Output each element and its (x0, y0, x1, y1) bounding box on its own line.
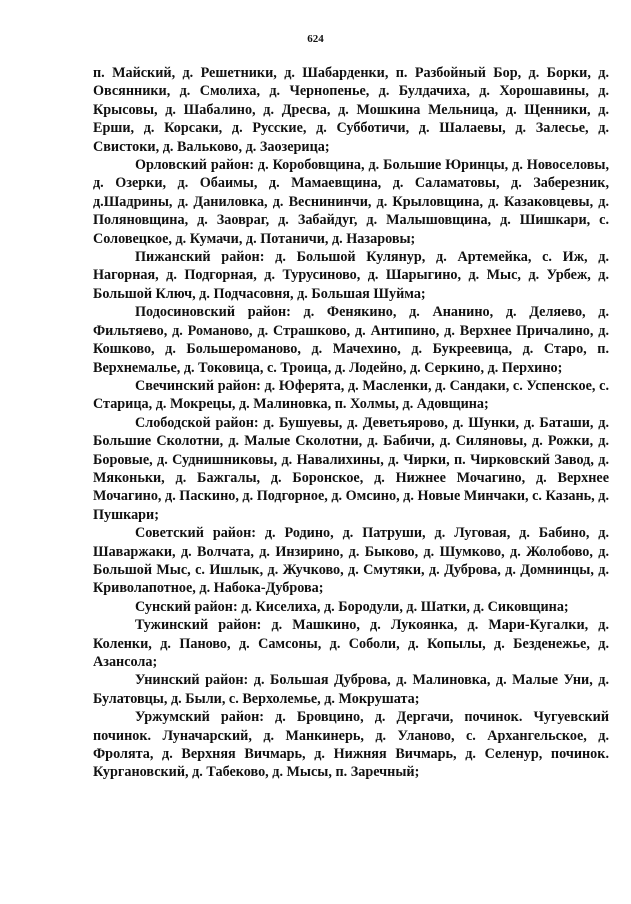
body-text (93, 64, 609, 782)
page-number: 624 (307, 33, 324, 45)
paragraph-podosinovsky-district: Подосиновский район: д. Фенякино, д. Ананино, д. Деляево, д. Фильтяево, д. Романово, д. Страшково, д. Антипино, д. Верхнее Причалино, д. Кошково, д. Большероманово, д. Мачехино, д. Букреевица, д. Старо, п. Верхнемалье, д. Токовица, с. Троица, д. Лодейно, д. Серкино, д. Перхино; (93, 304, 609, 376)
paragraph-urzhumsky-district: Уржумский район: д. Бровцино, д. Дергачи, починок. Чугуевский починок. Луначарский, д. Манкинерь, д. Уланово, с. Архангельское, д. Фролята, д. Верхняя Вичмарь, д. Нижняя Вичмарь, д. Селенур, починок. Кургановский, д. Табеково, д. Мысы, п. Заречный; (93, 709, 609, 781)
paragraph-svechinsky-district: Свечинский район: д. Юферята, д. Масленки, д. Сандаки, с. Успенское, с. Старица, д. Мокрецы, д. Малиновка, п. Холмы, д. Адовщина; (93, 377, 609, 413)
paragraph-tuzhinsky-district: Тужинский район: д. Машкино, д. Лукоянка, д. Мари-Кугалки, д. Коленки, д. Паново, д. Самсоны, д. Соболи, д. Копылы, д. Безденежье, д. Азансола; (93, 617, 609, 670)
paragraph-slobodskoy-district: Слободской район: д. Бушуевы, д. Деветьярово, д. Шунки, д. Баташи, д. Большие Сколотни, д. Малые Сколотни, д. Бабичи, д. Силяновы, д. Рожки, д. Боровые, д. Суднишниковы, д. Навалихины, д. Чирки, п. Чирковский Завод, д. Мяконьки, д. Бажгалы, д. Боронское, д. Нижнее Мочагино, д. Верхнее Мочагино, д. Паскино, д. Подгорное, д. Омсино, д. Новые Минчаки, с. Казань, д. Пушкари; (93, 414, 609, 523)
paragraph-uninsky-district: Унинский район: д. Большая Дуброва, д. Малиновка, д. Малые Уни, д. Булатовцы, д. Были, с. Верхолемье, д. Мокрушата; (93, 672, 609, 707)
paragraph-pizhansky-district: Пижанский район: д. Большой Кулянур, д. Артемейка, с. Иж, д. Нагорная, д. Подгорная, д. Турусиново, д. Шарыгино, д. Мыс, д. Урбеж, д. Большой Ключ, д. Подчасовня, д. Большая Шуйма; (93, 249, 609, 302)
paragraph-orlovsky-district: Орловский район: д. Коробовщина, д. Большие Юринцы, д. Новоселовы, д. Озерки, д. Обаимы, д. Мамаевщина, д. Саламатовы, д. Заберезник, д.Шадрины, д. Даниловка, д. Веснининчи, д. Крыловщина, д. Казаковцевы, д. Поляновщина, д. Заовраг, д. Забайдуг, д. Малышовщина, д. Шишкари, с. Соловецкое, д. Кумачи, д. Потаничи, д. Назаровы; (93, 157, 609, 247)
paragraph-sovetsky-district: Советский район: д. Родино, д. Патруши, д. Луговая, д. Бабино, д. Шаваржаки, д. Волчата, д. Инзирино, д. Быково, д. Шумково, д. Жолобово, д. Большой Мыс, с. Ишлык, д. Жучково, д. Смутяки, д. Дуброва, д. Домнинцы, д. Криволапотное, д. Набока-Дуброва; (93, 525, 609, 597)
paragraph-sunsky-district: Сунский район: д. Киселиха, д. Бородули, д. Шатки, д. Сиковщина; (135, 598, 569, 615)
paragraph-continuation: п. Майский, д. Решетники, д. Шабарденки, п. Разбойный Бор, д. Борки, д. Овсянники, д. Смолиха, д. Чернопенье, д. Булдачиха, д. Хорошавины, д. Крысовы, д. Шабалино, д. Дресва, д. Мошкина Мельница, д. Щенники, д. Ерши, д. Корсаки, д. Русские, д. Субботичи, д. Шалаевы, д. Залесье, д. Свистоки, д. Вальково, д. Заозерица; (93, 65, 609, 155)
